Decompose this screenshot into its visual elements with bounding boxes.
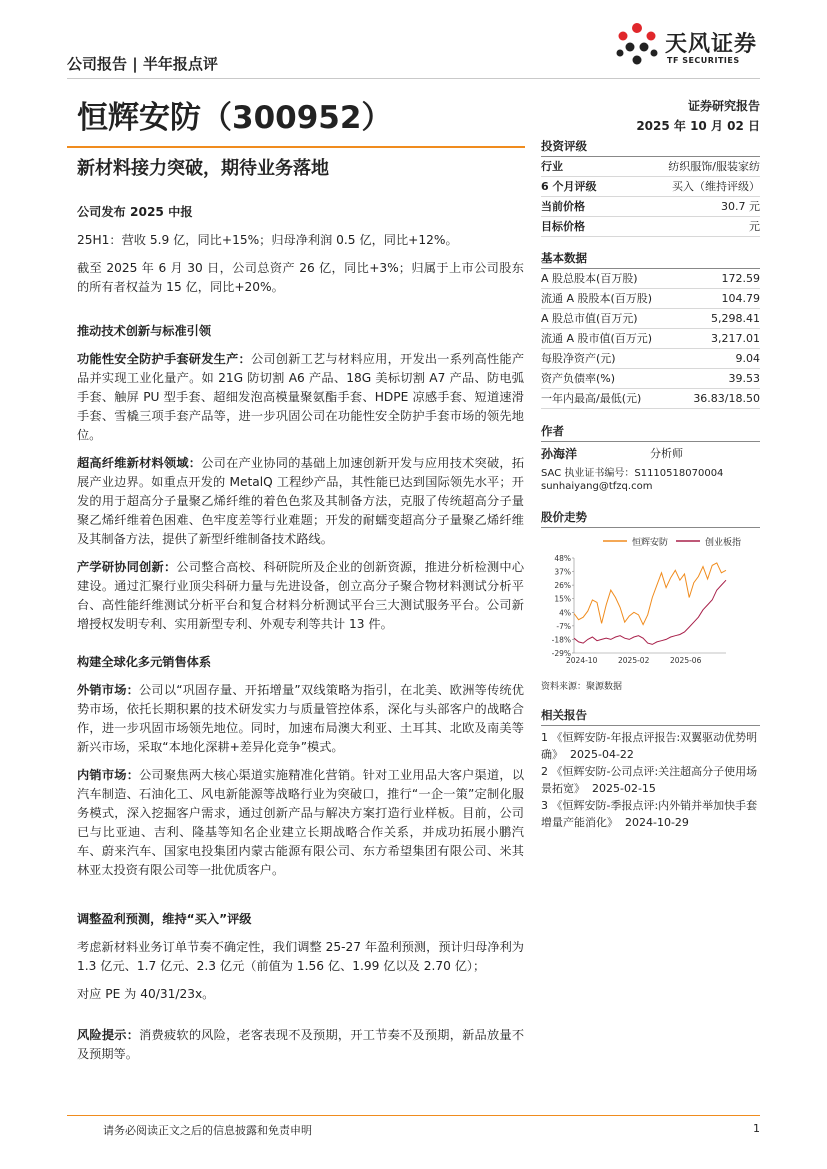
paragraph-text: 消费疲软的风险，老客表现不及预期，开工节奏不及预期，新品放量不及预期等。 <box>77 1028 525 1061</box>
paragraph-text: 公司以“巩固存量、开拓增量”双线策略为指引，在北美、欧洲等传统优势市场，依托长期积累的技术研发实力与质量管控体系，深化与头部客户的战略合作，进一步巩固市场领先地位。同时，加速布局澳大利亚、土耳其、北欧及南美等新兴市场，采取“本地化深耕+差异化竞争”模式。 <box>77 683 524 754</box>
paragraph-lead: 产学研协同创新： <box>77 560 177 574</box>
author-name: 孙海洋 <box>541 447 578 461</box>
rating-row: 目标价格 元 <box>541 217 760 237</box>
related-report-item[interactable]: 2 《恒辉安防-公司点评:关注超高分子使用场景拓宽》 2025-02-15 <box>541 765 758 795</box>
report-type: 公司报告 | 半年报点评 <box>67 55 218 73</box>
author-title: 作者 <box>541 423 760 442</box>
footer-divider <box>67 1115 760 1116</box>
basic-data-row: A 股总股本(百万股) 172.59 <box>541 269 760 289</box>
section-title: 推动技术创新与标准引领 <box>77 324 212 338</box>
related-report-item[interactable]: 3 《恒辉安防-季报点评:内外销并举加快手套增量产能消化》 2024-10-29 <box>541 799 758 829</box>
author-panel <box>541 423 760 492</box>
paragraph-lead: 超高纤维新材料领域： <box>77 456 202 470</box>
paragraph: 对应 PE 为 40/31/23x。 <box>77 987 215 1001</box>
paragraph-lead: 外销市场： <box>77 683 140 697</box>
y-tick-label: 37% <box>554 567 571 577</box>
x-tick-label: 2024-10 <box>566 656 598 665</box>
page-number: 1 <box>753 1122 760 1135</box>
y-tick-label: 15% <box>554 594 571 604</box>
legend-label-b: 创业板指 <box>705 538 742 548</box>
paragraph <box>77 350 524 445</box>
chart-source: 资料来源：聚源数据 <box>541 682 623 692</box>
paragraph: 25H1：营收 5.9 亿，同比+15%；归母净利润 0.5 亿，同比+12%。 <box>77 233 458 247</box>
basic-data-row: 每股净资产(元) 9.04 <box>541 349 760 369</box>
rating-row: 当前价格 30.7 元 <box>541 197 760 217</box>
paragraph: 考虑新材料业务订单节奏不确定性，我们调整 25-27 年盈利预测，预计归母净利为 1.3 亿元、1.7 亿元、2.3 亿元（前值为 1.56 亿、1.99 亿以及 2.70 亿）； <box>77 940 524 973</box>
report-label: 证券研究报告 <box>687 99 760 113</box>
logo-text: 天风证券 <box>665 32 758 57</box>
basic-data-row: 资产负债率(%) 39.53 <box>541 369 760 389</box>
paragraph-lead: 内销市场： <box>77 768 140 782</box>
basic-data-row: 流通 A 股市值(百万元) 3,217.01 <box>541 329 760 349</box>
series-line-index <box>574 580 726 644</box>
basic-data-row: 流通 A 股股本(百万股) 104.79 <box>541 289 760 309</box>
basic-data-row: 一年内最高/最低(元) 36.83/18.50 <box>541 389 760 409</box>
paragraph <box>77 1026 524 1064</box>
report-subtitle: 新材料接力突破，期待业务落地 <box>77 158 329 179</box>
author-email[interactable]: sunhaiyang@tfzq.com <box>541 481 653 492</box>
y-tick-label: -18% <box>551 635 571 645</box>
y-tick-label: -29% <box>551 649 571 658</box>
paragraph <box>77 766 524 880</box>
paragraph-text: 公司在产业协同的基础上加速创新开发与应用技术突破，拓展产业边界。如重点开发的 MetalQ 工程纱产品，其性能已达到国际领先水平；开发的用于超高分子量聚乙烯纤维的着色色浆及其制备方法，克服了传统超高分子量聚乙烯纤维着色困难、色牢度差等行业难题；开发的耐蠕变超高分子量聚乙烯纤维及其制备方法，提供了新型纤维制备技术路线。 <box>77 456 525 546</box>
y-tick-label: 48% <box>554 554 571 563</box>
paragraph-text: 公司整合高校、科研院所及企业的创新资源，推进分析检测中心建设。通过汇聚行业顶尖科研力量与先进设备，创立高分子聚合物材料测试分析平台、高性能纤维测试分析平台和复合材料分析测试平台三大测试服务平台。公司新增授权发明专利、实用新型专利、外观专利等共计 13 件。 <box>77 560 525 631</box>
rating-row: 6 个月评级 买入（维持评级） <box>541 177 760 197</box>
paragraph <box>77 558 524 634</box>
x-tick-label: 2025-06 <box>670 656 702 665</box>
x-tick-label: 2025-02 <box>618 656 650 665</box>
rating-panel <box>541 138 760 237</box>
tf-logo-icon <box>612 20 662 68</box>
paragraph <box>77 454 524 549</box>
price-chart-panel <box>541 509 760 528</box>
legend-label-a: 恒辉安防 <box>632 538 669 548</box>
report-date: 2025 年 10 月 02 日 <box>636 119 760 133</box>
paragraph-text: 公司创新工艺与材料应用，开发出一系列高性能产品并实现工业化量产。如 21G 防切割 A6 产品、18G 美标切割 A7 产品、防电弧手套、触屏 PU 型手套、超细发泡高模量聚氨酯手套、HDPE 凉感手套、短道速滑手套、雪橇三项手套产品等，进一步巩固公司在功能性安全防护手套市场的领先地位。 <box>77 352 525 442</box>
section-title: 公司发布 2025 中报 <box>77 205 193 219</box>
price-chart-title: 股价走势 <box>541 509 760 528</box>
y-tick-label: 26% <box>554 581 571 591</box>
header-divider <box>67 78 760 79</box>
paragraph-lead: 功能性安全防护手套研发生产： <box>77 352 251 366</box>
basic-data-panel <box>541 250 760 409</box>
paragraph-text: 公司聚焦两大核心渠道实施精准化营销。针对工业用品大客户渠道，以汽车制造、石油化工、风电新能源等战略行业为突破口，推行“一企一策”定制化服务模式，深入挖掘客户需求，通过创新产品与解决方案打造行业样板。目前，公司已与比亚迪、吉利、隆基等知名企业建立长期战略合作关系，并成功拓展小鹏汽车、蔚来汽车、国家电投集团内蒙古能源有限公司、东方希望集团有限公司、米其林亚太投资有限公司等一批优质客户。 <box>77 768 525 877</box>
rating-row: 行业 纺织服饰/服装家纺 <box>541 157 760 177</box>
logo-text-en: TF SECURITIES <box>667 56 740 65</box>
paragraph: 截至 2025 年 6 月 30 日，公司总资产 26 亿，同比+3%；归属于上市公司股东的所有者权益为 15 亿，同比+20%。 <box>77 261 524 294</box>
section-title: 构建全球化多元销售体系 <box>77 655 212 669</box>
footer-disclaimer: 请务必阅读正文之后的信息披露和免责申明 <box>103 1124 312 1137</box>
price-chart <box>541 530 760 670</box>
series-line-stock <box>574 563 726 625</box>
related-reports-title: 相关报告 <box>541 707 760 726</box>
rating-title: 投资评级 <box>541 138 760 157</box>
company-title: 恒辉安防（300952） <box>77 100 393 136</box>
basic-data-row: A 股总市值(百万元) 5,298.41 <box>541 309 760 329</box>
y-tick-label: 4% <box>559 608 571 618</box>
section-title: 调整盈利预测，维持“买入”评级 <box>77 912 252 926</box>
author-sac: SAC 执业证书编号：S1110518070004 <box>541 468 724 479</box>
paragraph-lead: 风险提示： <box>77 1028 140 1042</box>
related-report-item[interactable]: 1 《恒辉安防-年报点评报告:双翼驱动优势明确》 2025-04-22 <box>541 731 758 761</box>
main-content <box>77 203 524 1064</box>
paragraph <box>77 681 524 757</box>
related-reports-panel <box>541 707 760 831</box>
y-tick-label: -7% <box>556 621 571 631</box>
author-role: 分析师 <box>650 447 683 460</box>
basic-data-title: 基本数据 <box>541 250 760 269</box>
title-underline <box>67 146 525 148</box>
